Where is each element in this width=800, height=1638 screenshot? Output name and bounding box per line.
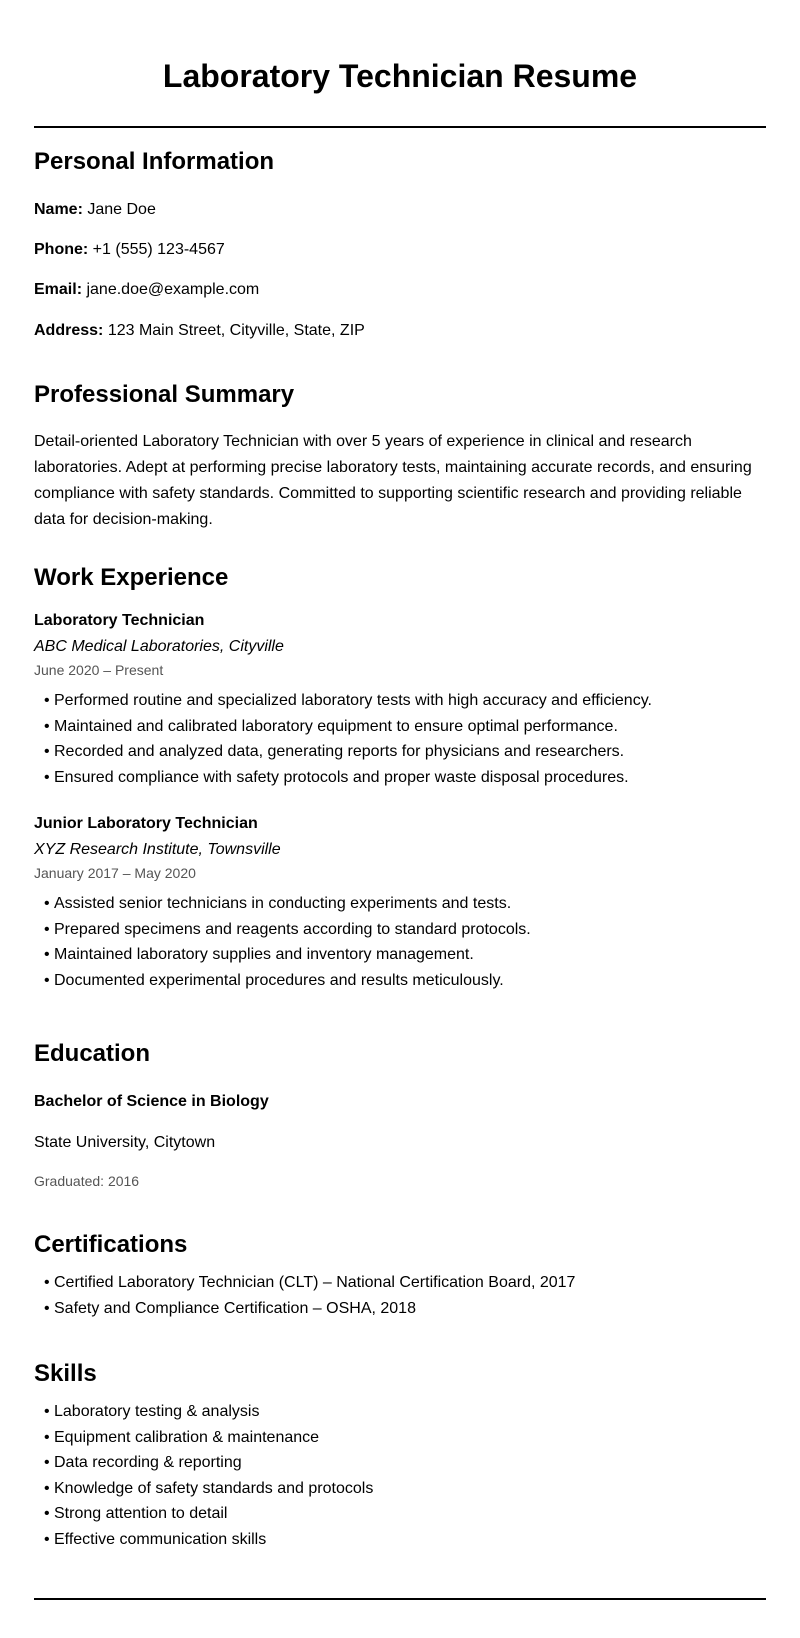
duty-item: • Documented experimental procedures and results meticulously. [44, 968, 531, 994]
summary-line: compliance with safety standards. Committed to supporting scientific research and providing reliable [34, 485, 742, 502]
certifications-list [44, 1270, 575, 1321]
bottom-divider [34, 1598, 766, 1600]
address-field [34, 321, 365, 340]
top-divider [34, 126, 766, 128]
certification-item: • Safety and Compliance Certification – OSHA, 2018 [44, 1296, 575, 1322]
page-title: Laboratory Technician Resume [162, 58, 638, 94]
phone-value: +1 (555) 123-4567 [92, 241, 225, 258]
duty-item: • Ensured compliance with safety protocols and proper waste disposal procedures. [44, 765, 652, 791]
job-organization: XYZ Research Institute, Townsville [34, 841, 281, 858]
skills-section [34, 1360, 766, 1560]
name-value: Jane Doe [87, 201, 156, 218]
skill-item: • Effective communication skills [44, 1527, 373, 1553]
job-duties [44, 891, 531, 993]
summary-text [34, 429, 766, 533]
email-label: Email: [34, 281, 83, 298]
job-entry [34, 814, 766, 989]
skill-item: • Data recording & reporting [44, 1450, 373, 1476]
duty-item: • Maintained laboratory supplies and inventory management. [44, 942, 531, 968]
job-entry [34, 611, 766, 786]
certifications-heading: Certifications [34, 1231, 188, 1258]
personal-section [34, 148, 766, 358]
address-value: 123 Main Street, Cityville, State, ZIP [107, 322, 365, 339]
email-field [34, 280, 259, 299]
skills-heading: Skills [34, 1360, 97, 1387]
summary-line: Detail-oriented Laboratory Technician with over 5 years of experience in clinical and research [34, 433, 692, 450]
skills-list [44, 1399, 373, 1553]
job-title: Junior Laboratory Technician [34, 815, 258, 832]
summary-line: laboratories. Adept at performing precise laboratory tests, maintaining accurate records, and ensuring [34, 459, 752, 476]
job-dates: January 2017 – May 2020 [34, 865, 196, 881]
personal-heading: Personal Information [34, 148, 275, 175]
skill-item: • Equipment calibration & maintenance [44, 1425, 373, 1451]
education-section [34, 1040, 766, 1190]
phone-label: Phone: [34, 241, 89, 258]
summary-line: data for decision-making. [34, 511, 213, 528]
job-dates: June 2020 – Present [34, 662, 164, 678]
job-title: Laboratory Technician [34, 612, 205, 629]
work-heading: Work Experience [34, 564, 229, 591]
duty-item: • Prepared specimens and reagents according to standard protocols. [44, 917, 531, 943]
certification-item: • Certified Laboratory Technician (CLT) – National Certification Board, 2017 [44, 1270, 575, 1296]
duty-item: • Performed routine and specialized laboratory tests with high accuracy and efficiency. [44, 688, 652, 714]
job-duties [44, 688, 652, 790]
name-field [34, 200, 156, 219]
school: State University, Citytown [34, 1134, 216, 1151]
graduation-date: Graduated: 2016 [34, 1173, 140, 1189]
duty-item: • Recorded and analyzed data, generating reports for physicians and researchers. [44, 739, 652, 765]
phone-field [34, 240, 225, 259]
skill-item: • Knowledge of safety standards and protocols [44, 1476, 373, 1502]
email-value: jane.doe@example.com [86, 281, 260, 298]
duty-item: • Assisted senior technicians in conducting experiments and tests. [44, 891, 531, 917]
degree: Bachelor of Science in Biology [34, 1093, 269, 1110]
duty-item: • Maintained and calibrated laboratory equipment to ensure optimal performance. [44, 714, 652, 740]
skill-item: • Strong attention to detail [44, 1501, 373, 1527]
job-organization: ABC Medical Laboratories, Cityville [34, 638, 284, 655]
name-label: Name: [34, 201, 83, 218]
summary-section [34, 381, 766, 541]
address-label: Address: [34, 322, 104, 339]
work-section [34, 564, 766, 1004]
education-heading: Education [34, 1040, 151, 1067]
skill-item: • Laboratory testing & analysis [44, 1399, 373, 1425]
summary-heading: Professional Summary [34, 381, 295, 408]
certifications-section [34, 1231, 766, 1331]
